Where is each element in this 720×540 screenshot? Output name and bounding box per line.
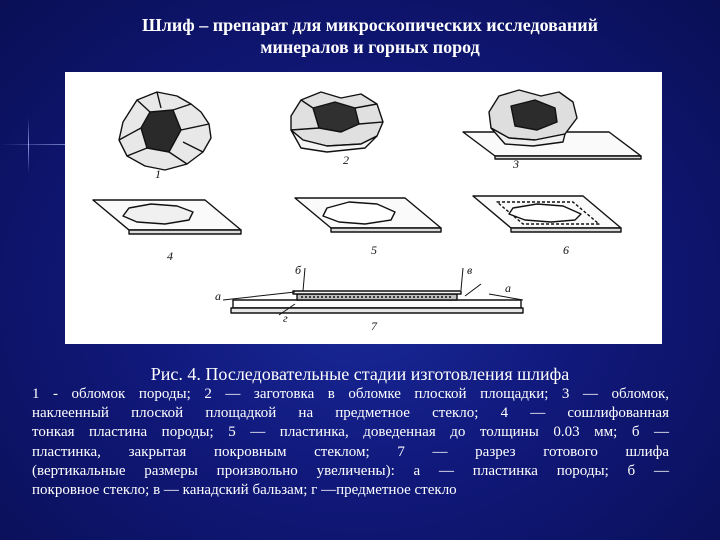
label-a-right: а [505, 281, 511, 295]
title-line-2: минералов и горных пород [260, 37, 480, 57]
label-6: 6 [563, 243, 569, 257]
label-4: 4 [167, 249, 173, 263]
decorative-line-vertical [28, 118, 29, 173]
slide-thin-plate-5 [295, 198, 441, 232]
label-5: 5 [371, 243, 377, 257]
slide-with-fragment-3 [463, 90, 641, 159]
slide-covered-6 [473, 196, 621, 232]
caption-line: пластинка, закрытая покровным стеклом; 7 — разрез готового шлифа [32, 443, 669, 460]
slide-thin-plate-4 [93, 200, 241, 234]
label-b-left: б [295, 263, 302, 277]
caption-line: покровное стекло; в — канадский бальзам; г —предметное стекло [32, 482, 457, 499]
caption-line: наклеенный плоской площадкой на предметное стекло; 4 — сошлифованная [32, 405, 669, 422]
rock-fragment-1 [119, 92, 211, 170]
label-7: 7 [371, 319, 377, 333]
label-a-left: а [215, 289, 221, 303]
label-1: 1 [155, 167, 161, 181]
caption-line: 1 - обломок породы; 2 — заготовка в обломке плоской площадки; 3 — обломок, [32, 386, 669, 402]
label-g: г [283, 311, 288, 325]
caption-line: тонкая пластина породы; 5 — пластинка, доведенная до толщины 0.03 мм; б — [32, 424, 669, 441]
slide-title [60, 14, 680, 58]
caption-line: (вертикальные размеры произвольно увеличены): а — пластинка породы; б — [32, 462, 669, 479]
figure-caption-body [32, 385, 669, 500]
label-2: 2 [343, 153, 349, 167]
figure-drawing [65, 72, 662, 344]
cross-section-7 [223, 268, 523, 315]
label-v: в [467, 263, 473, 277]
label-3: 3 [513, 157, 519, 171]
rock-fragment-2 [291, 92, 383, 152]
figure-thin-section-stages [65, 72, 662, 344]
title-line-1: Шлиф – препарат для микроскопических исследований [142, 15, 598, 35]
figure-caption-title: Рис. 4. Последовательные стадии изготовления шлифа [150, 364, 570, 384]
